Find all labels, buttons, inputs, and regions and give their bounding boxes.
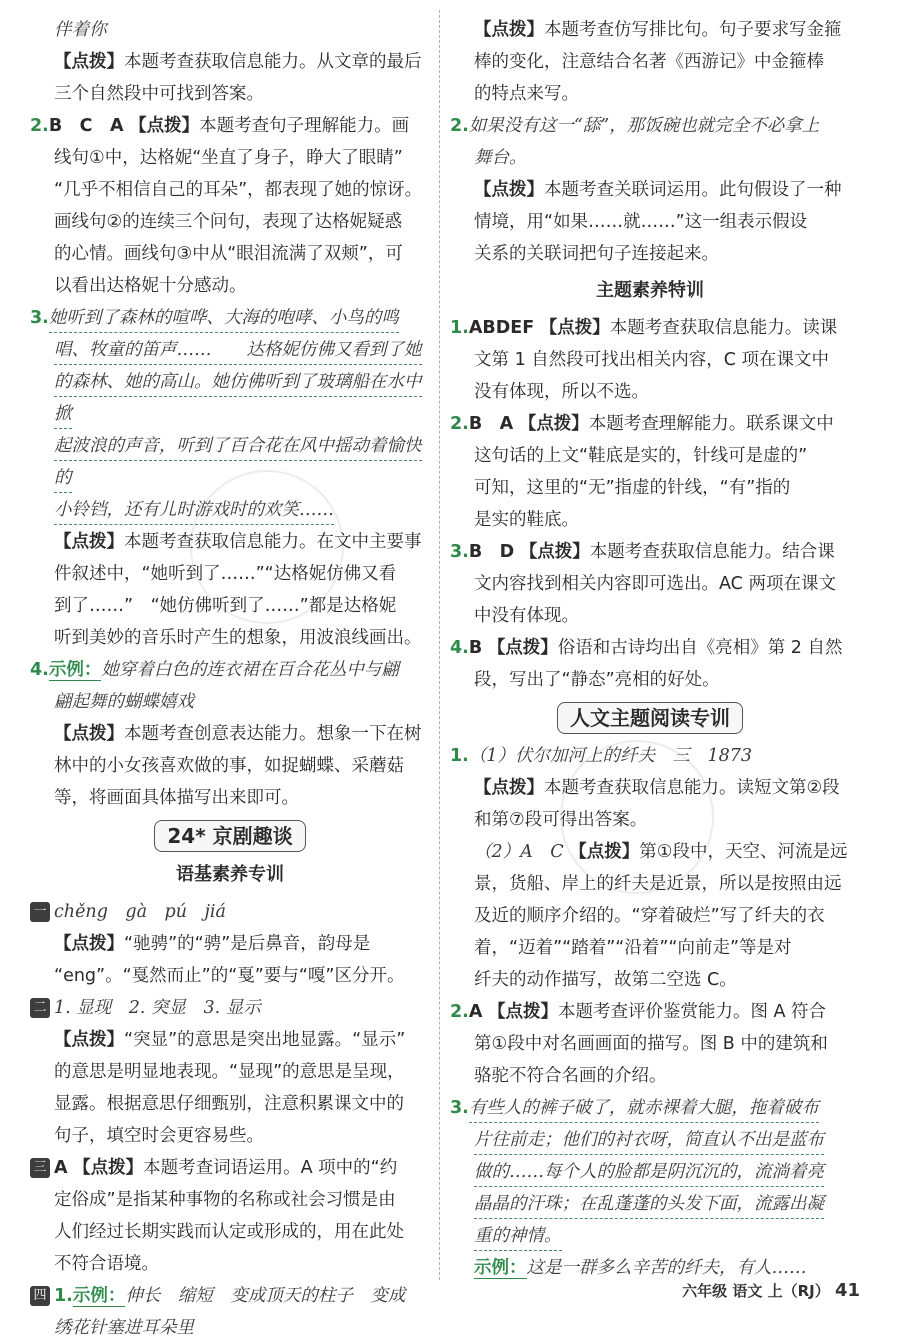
section-title-box: 人文主题阅读专训 <box>557 702 743 734</box>
question-1: 1.（1）伏尔加河上的纤夫 三 1873 <box>450 746 752 766</box>
text-line: 线句①中，达格妮“坐直了身子，睁大了眼睛” <box>54 148 403 168</box>
question-4: 4.示例：她穿着白色的连衣裙在百合花丛中与翩 <box>30 660 399 680</box>
question-1: 1.ABDEF 【点拨】本题考查获取信息能力。读课 <box>450 318 838 338</box>
example-line: 示例：这是一群多么辛苦的纤夫，有人…… <box>474 1258 807 1278</box>
question-2: 2.B A 【点拨】本题考查理解能力。联系课文中 <box>450 414 834 434</box>
section-heading: 语基素养专训 <box>176 864 284 885</box>
answer-line: 绣花针塞进耳朵里 <box>54 1318 194 1338</box>
text-line: 中没有体现。 <box>474 606 579 626</box>
text-line: 这句话的上文“鞋底是实的，针线可是虚的” <box>474 446 808 466</box>
question-2: 2.如果没有这一“舔”，那饭碗也就完全不必拿上 <box>450 116 820 136</box>
text-line: 文内容找到相关内容即可选出。AC 两项在课文 <box>474 574 836 594</box>
hint-line: 【点拨】本题考查获取信息能力。从文章的最后 <box>54 52 422 72</box>
answer-line: 的森林、她的高山。她仿佛听到了玻璃船在水中掀 <box>54 372 422 429</box>
text-line: 关系的关联词把句子连接起来。 <box>474 244 719 264</box>
text-line: 骆驼不符合名画的介绍。 <box>474 1066 667 1086</box>
text-line: 情境，用“如果……就……”这一组表示假设 <box>474 212 808 232</box>
text-line: 三个自然段中可找到答案。 <box>54 84 264 104</box>
page-number: 41 <box>834 1280 860 1301</box>
text-line: 的意思是明显地表现。“显现”的意思是呈现， <box>54 1062 405 1082</box>
text-line: 林中的小女孩喜欢做的事，如捉蝴蝶、采蘑菇 <box>54 756 404 776</box>
part-4: 四 1.示例：伸长 缩短 变成顶天的柱子 变成 <box>30 1280 430 1312</box>
text-line: 第①段中对名画画面的描写。图 B 中的建筑和 <box>474 1034 828 1054</box>
answer-line: 片往前走；他们的衬衣呀，简直认不出是蓝布 <box>474 1130 824 1155</box>
part-2: 二 1. 显现 2. 突显 3. 显示 <box>30 992 430 1024</box>
answer-line: 伴着你 <box>54 20 107 40</box>
text-line: 定俗成”是指某种事物的名称或社会习惯是由 <box>54 1190 396 1210</box>
text-line: 段，写出了“静态”亮相的好处。 <box>474 670 720 690</box>
text-line: 景，货船、岸上的纤夫是近景，所以是按照由远 <box>474 874 842 894</box>
column-divider <box>439 10 440 1280</box>
hint-line: 【点拨】本题考查创意表达能力。想象一下在树 <box>54 724 422 744</box>
text-line: 和第⑦段可得出答案。 <box>474 810 648 830</box>
answer-line: 重的神情。 <box>474 1226 562 1251</box>
lesson-title: 24* 京剧趣谈 <box>154 820 305 852</box>
text-line: 棒的变化，注意结合名著《西游记》中金箍棒 <box>474 52 824 72</box>
text-line: 的心情。画线句③中从“眼泪流满了双颊”，可 <box>54 244 403 264</box>
text-line: 等，将画面具体描写出来即可。 <box>54 788 299 808</box>
answer-line: 晶晶的汗珠；在乱蓬蓬的头发下面，流露出凝 <box>474 1194 824 1219</box>
answer-line: 翩起舞的蝴蝶嬉戏 <box>54 692 194 712</box>
text-line: 以看出达格妮十分感动。 <box>54 276 247 296</box>
part-1: 一 chěng gà pú jiá <box>30 896 430 928</box>
hint-line: 【点拨】本题考查关联词运用。此句假设了一种 <box>474 180 842 200</box>
text-line: “几乎不相信自己的耳朵”，都表现了她的惊讶。 <box>54 180 423 200</box>
text-line: 纤夫的动作描写，故第二空选 C。 <box>474 970 737 990</box>
question-3: 3.有些人的裤子破了，就赤裸着大腿，拖着破布 <box>450 1092 850 1124</box>
answer-line: 小铃铛，还有儿时游戏时的欢笑…… <box>54 500 334 525</box>
hint-line: 【点拨】本题考查获取信息能力。在文中主要事 <box>54 532 422 552</box>
sub-question: （2）A C 【点拨】第①段中，天空、河流是远 <box>474 842 848 862</box>
page-footer <box>682 1280 860 1301</box>
question-3: 3.她听到了森林的喧哗、大海的咆哮、小鸟的鸣 <box>30 302 430 334</box>
grade-label: 六年级 语文 上（RJ） <box>682 1282 830 1300</box>
right-column <box>450 14 850 1284</box>
text-line: 是实的鞋底。 <box>474 510 579 530</box>
part-3: 三 A 【点拨】本题考查词语运用。A 项中的“约 <box>30 1152 430 1184</box>
text-line: 不符合语境。 <box>54 1254 159 1274</box>
text-line: 到了……” “她仿佛听到了……”都是达格妮 <box>54 596 397 616</box>
text-line: 着，“迈着”“踏着”“沿着”“向前走”等是对 <box>474 938 792 958</box>
answer-line: 舞台。 <box>474 148 527 168</box>
text-line: 画线句②的连续三个问句，表现了达格妮疑惑 <box>54 212 403 232</box>
text-line: “eng”。“戛然而止”的“戛”要与“嘎”区分开。 <box>54 966 405 986</box>
text-line: 人们经过长期实践而认定或形成的，用在此处 <box>54 1222 404 1242</box>
text-line: 文第 1 自然段可找出相关内容，C 项在课文中 <box>474 350 830 370</box>
left-column <box>30 14 430 1344</box>
text-line: 及近的顺序介绍的。“穿着破烂”写了纤夫的衣 <box>474 906 825 926</box>
answer-line: 起波浪的声音，听到了百合花在风中摇动着愉快的 <box>54 436 422 493</box>
text-line: 听到美妙的音乐时产生的想象，用波浪线画出。 <box>54 628 422 648</box>
text-line: 句子，填空时会更容易些。 <box>54 1126 264 1146</box>
answer-line: 唱、牧童的笛声…… 达格妮仿佛又看到了她 <box>54 340 422 365</box>
question-3: 3.B D 【点拨】本题考查获取信息能力。结合课 <box>450 542 835 562</box>
question-4: 4.B 【点拨】俗语和古诗均出自《亮相》第 2 自然 <box>450 638 843 658</box>
answer-line: 做的……每个人的脸都是阴沉沉的，流淌着亮 <box>474 1162 824 1187</box>
text-line: 显露。根据意思仔细甄别，注意积累课文中的 <box>54 1094 404 1114</box>
text-line: 件叙述中，“她听到了……”“达格妮仿佛又看 <box>54 564 397 584</box>
hint-line: 【点拨】“突显”的意思是突出地显露。“显示” <box>54 1030 406 1050</box>
hint-line: 【点拨】本题考查获取信息能力。读短文第②段 <box>474 778 840 798</box>
question-2: 2.A 【点拨】本题考查评价鉴赏能力。图 A 符合 <box>450 1002 827 1022</box>
section-heading: 主题素养特训 <box>596 280 704 301</box>
text-line: 可知，这里的“无”指虚的针线，“有”指的 <box>474 478 791 498</box>
hint-line: 【点拨】“驰骋”的“骋”是后鼻音，韵母是 <box>54 934 371 954</box>
question-2: 2.B C A 【点拨】本题考查句子理解能力。画 <box>30 116 410 136</box>
text-line: 没有体现，所以不选。 <box>474 382 649 402</box>
text-line: 的特点来写。 <box>474 84 579 104</box>
hint-line: 【点拨】本题考查仿写排比句。句子要求写金箍 <box>474 20 842 40</box>
